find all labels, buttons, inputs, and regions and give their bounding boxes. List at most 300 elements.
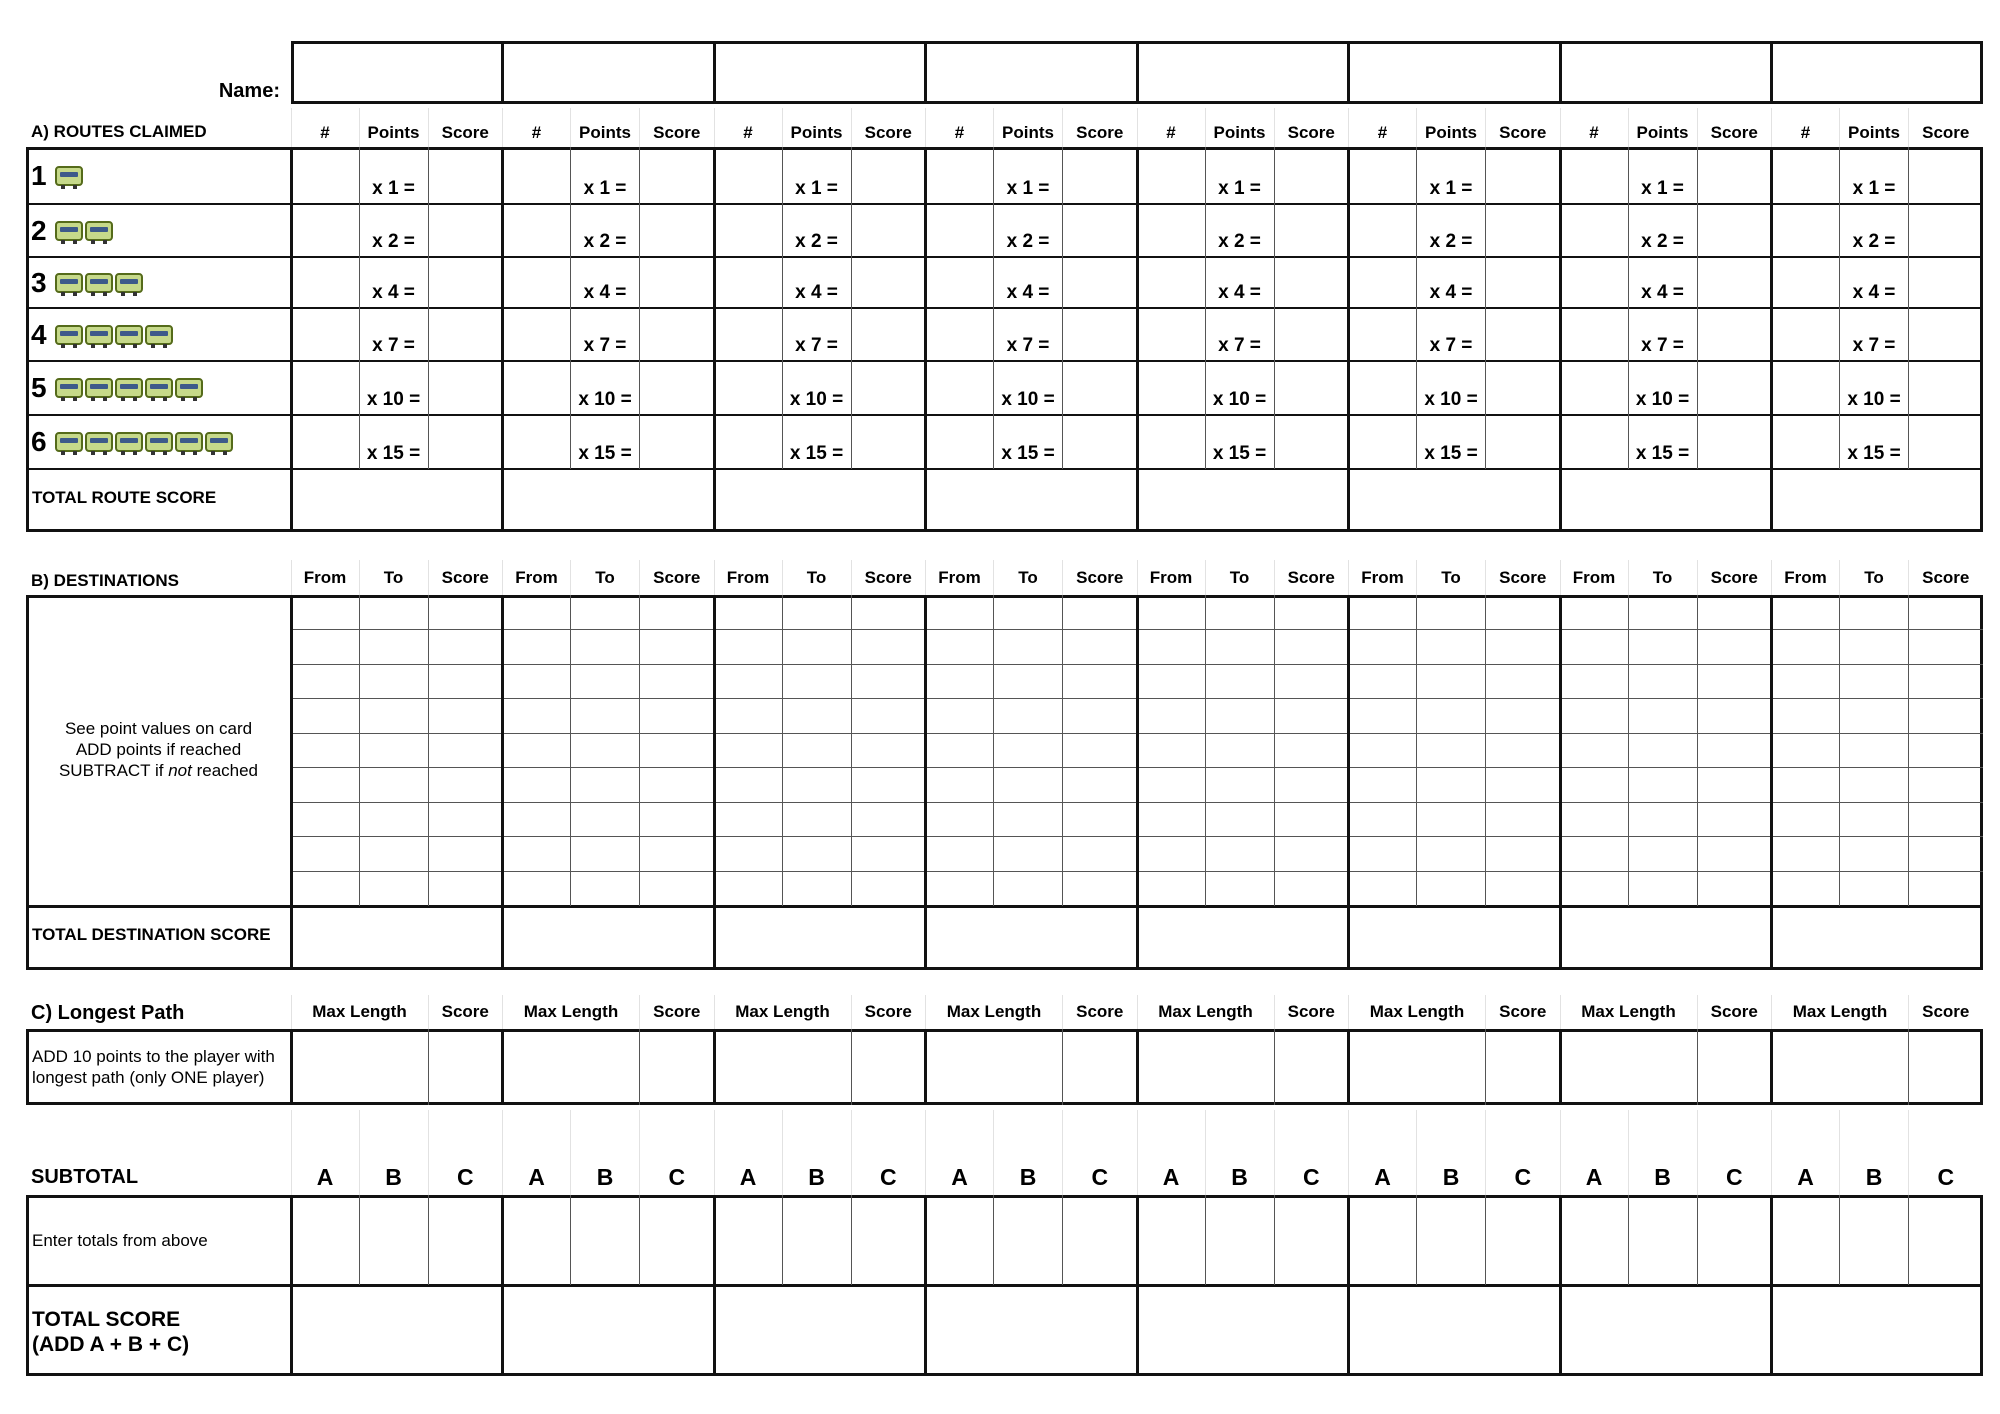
route-count-input[interactable] (1562, 417, 1626, 467)
total-score-input[interactable] (1562, 1287, 1770, 1374)
destination-from-input[interactable] (1774, 597, 1838, 628)
route-score-input[interactable] (1911, 259, 1982, 306)
subtotal-a-input[interactable] (293, 1197, 357, 1283)
destination-score-input[interactable] (1911, 597, 1982, 628)
destination-to-input[interactable] (1207, 804, 1272, 835)
destination-score-input[interactable] (1699, 597, 1770, 628)
subtotal-c-input[interactable] (1065, 1197, 1136, 1283)
route-score-input[interactable] (1276, 206, 1347, 255)
destination-score-input[interactable] (1276, 666, 1347, 697)
destination-score-input[interactable] (1911, 735, 1982, 766)
route-count-input[interactable] (1351, 259, 1415, 306)
destination-from-input[interactable] (1351, 632, 1415, 663)
total-destination-score-input[interactable] (505, 908, 713, 968)
destination-from-input[interactable] (716, 735, 780, 766)
destination-to-input[interactable] (1207, 701, 1272, 732)
destination-to-input[interactable] (573, 873, 638, 904)
subtotal-c-input[interactable] (1911, 1197, 1982, 1283)
total-destination-score-input[interactable] (293, 908, 501, 968)
destination-from-input[interactable] (928, 666, 992, 697)
destination-to-input[interactable] (1842, 770, 1907, 801)
total-score-input[interactable] (505, 1287, 713, 1374)
route-count-input[interactable] (505, 310, 569, 359)
total-destination-score-input[interactable] (1351, 908, 1559, 968)
route-score-input[interactable] (642, 206, 713, 255)
longest-path-score-input[interactable] (430, 1031, 501, 1103)
route-count-input[interactable] (1562, 259, 1626, 306)
max-length-input[interactable] (928, 1031, 1061, 1103)
destination-score-input[interactable] (1276, 804, 1347, 835)
destination-to-input[interactable] (1207, 666, 1272, 697)
route-score-input[interactable] (430, 149, 501, 202)
route-score-input[interactable] (430, 206, 501, 255)
destination-from-input[interactable] (1774, 632, 1838, 663)
destination-score-input[interactable] (430, 597, 501, 628)
destination-to-input[interactable] (573, 804, 638, 835)
player-name-input[interactable] (1139, 43, 1347, 102)
route-score-input[interactable] (1699, 417, 1770, 467)
route-count-input[interactable] (1774, 149, 1838, 202)
route-score-input[interactable] (1911, 149, 1982, 202)
destination-score-input[interactable] (642, 735, 713, 766)
destination-to-input[interactable] (1630, 770, 1695, 801)
route-score-input[interactable] (430, 310, 501, 359)
destination-from-input[interactable] (1351, 770, 1415, 801)
player-name-input[interactable] (1351, 43, 1559, 102)
destination-score-input[interactable] (430, 735, 501, 766)
route-score-input[interactable] (1488, 363, 1559, 413)
destination-score-input[interactable] (1276, 839, 1347, 870)
destination-to-input[interactable] (1630, 873, 1695, 904)
destination-score-input[interactable] (1911, 770, 1982, 801)
route-count-input[interactable] (293, 417, 357, 467)
destination-score-input[interactable] (853, 632, 924, 663)
destination-score-input[interactable] (430, 873, 501, 904)
total-score-input[interactable] (293, 1287, 501, 1374)
destination-score-input[interactable] (1699, 770, 1770, 801)
destination-to-input[interactable] (573, 839, 638, 870)
destination-from-input[interactable] (293, 770, 357, 801)
route-count-input[interactable] (716, 310, 780, 359)
destination-from-input[interactable] (1562, 632, 1626, 663)
destination-score-input[interactable] (1699, 701, 1770, 732)
max-length-input[interactable] (505, 1031, 638, 1103)
player-name-input[interactable] (505, 43, 713, 102)
route-count-input[interactable] (928, 363, 992, 413)
destination-from-input[interactable] (1139, 804, 1203, 835)
destination-from-input[interactable] (505, 701, 569, 732)
total-score-input[interactable] (1774, 1287, 1982, 1374)
destination-score-input[interactable] (1699, 873, 1770, 904)
destination-to-input[interactable] (573, 632, 638, 663)
destination-from-input[interactable] (1351, 804, 1415, 835)
route-score-input[interactable] (1488, 417, 1559, 467)
destination-from-input[interactable] (1139, 873, 1203, 904)
total-destination-score-input[interactable] (1139, 908, 1347, 968)
destination-score-input[interactable] (1911, 804, 1982, 835)
destination-to-input[interactable] (361, 770, 426, 801)
subtotal-b-input[interactable] (784, 1197, 849, 1283)
destination-score-input[interactable] (1488, 597, 1559, 628)
destination-from-input[interactable] (928, 839, 992, 870)
destination-to-input[interactable] (996, 701, 1061, 732)
route-count-input[interactable] (293, 310, 357, 359)
destination-score-input[interactable] (1276, 597, 1347, 628)
max-length-input[interactable] (1139, 1031, 1272, 1103)
route-score-input[interactable] (1699, 206, 1770, 255)
destination-to-input[interactable] (1207, 873, 1272, 904)
route-count-input[interactable] (928, 417, 992, 467)
destination-from-input[interactable] (928, 632, 992, 663)
destination-to-input[interactable] (1419, 735, 1484, 766)
destination-score-input[interactable] (1699, 666, 1770, 697)
route-score-input[interactable] (1276, 363, 1347, 413)
destination-to-input[interactable] (361, 839, 426, 870)
destination-score-input[interactable] (1911, 873, 1982, 904)
destination-score-input[interactable] (1276, 735, 1347, 766)
destination-to-input[interactable] (784, 839, 849, 870)
destination-to-input[interactable] (1207, 839, 1272, 870)
destination-from-input[interactable] (1562, 597, 1626, 628)
route-count-input[interactable] (505, 363, 569, 413)
route-count-input[interactable] (1562, 149, 1626, 202)
destination-to-input[interactable] (784, 597, 849, 628)
route-score-input[interactable] (1065, 363, 1136, 413)
subtotal-a-input[interactable] (505, 1197, 569, 1283)
destination-score-input[interactable] (430, 839, 501, 870)
destination-score-input[interactable] (642, 873, 713, 904)
subtotal-b-input[interactable] (1419, 1197, 1484, 1283)
destination-from-input[interactable] (505, 804, 569, 835)
route-score-input[interactable] (1488, 310, 1559, 359)
total-score-input[interactable] (1351, 1287, 1559, 1374)
route-score-input[interactable] (642, 259, 713, 306)
destination-from-input[interactable] (1351, 735, 1415, 766)
route-score-input[interactable] (853, 363, 924, 413)
destination-from-input[interactable] (716, 804, 780, 835)
destination-from-input[interactable] (928, 770, 992, 801)
destination-score-input[interactable] (1065, 770, 1136, 801)
route-count-input[interactable] (1351, 206, 1415, 255)
route-score-input[interactable] (1488, 206, 1559, 255)
destination-to-input[interactable] (361, 735, 426, 766)
route-count-input[interactable] (1139, 259, 1203, 306)
destination-score-input[interactable] (1276, 632, 1347, 663)
destination-to-input[interactable] (1630, 632, 1695, 663)
destination-from-input[interactable] (1562, 804, 1626, 835)
destination-score-input[interactable] (1065, 632, 1136, 663)
route-score-input[interactable] (1065, 310, 1136, 359)
destination-score-input[interactable] (1911, 701, 1982, 732)
destination-to-input[interactable] (573, 770, 638, 801)
total-score-input[interactable] (928, 1287, 1136, 1374)
route-count-input[interactable] (1562, 363, 1626, 413)
destination-to-input[interactable] (573, 735, 638, 766)
route-score-input[interactable] (1065, 417, 1136, 467)
destination-from-input[interactable] (505, 666, 569, 697)
destination-to-input[interactable] (784, 770, 849, 801)
route-count-input[interactable] (505, 259, 569, 306)
destination-to-input[interactable] (784, 873, 849, 904)
route-count-input[interactable] (928, 259, 992, 306)
subtotal-c-input[interactable] (430, 1197, 501, 1283)
destination-to-input[interactable] (1419, 804, 1484, 835)
destination-to-input[interactable] (996, 839, 1061, 870)
route-count-input[interactable] (505, 417, 569, 467)
route-score-input[interactable] (853, 310, 924, 359)
destination-score-input[interactable] (430, 804, 501, 835)
subtotal-c-input[interactable] (1276, 1197, 1347, 1283)
destination-score-input[interactable] (1488, 632, 1559, 663)
destination-to-input[interactable] (1842, 666, 1907, 697)
route-score-input[interactable] (642, 310, 713, 359)
destination-from-input[interactable] (1774, 873, 1838, 904)
total-score-input[interactable] (1139, 1287, 1347, 1374)
destination-score-input[interactable] (1911, 666, 1982, 697)
route-score-input[interactable] (1911, 310, 1982, 359)
route-count-input[interactable] (505, 149, 569, 202)
destination-score-input[interactable] (1488, 701, 1559, 732)
destination-score-input[interactable] (642, 770, 713, 801)
destination-to-input[interactable] (361, 597, 426, 628)
total-route-score-input[interactable] (1562, 471, 1770, 530)
destination-to-input[interactable] (1842, 873, 1907, 904)
destination-to-input[interactable] (996, 735, 1061, 766)
destination-to-input[interactable] (1207, 735, 1272, 766)
subtotal-c-input[interactable] (853, 1197, 924, 1283)
subtotal-b-input[interactable] (573, 1197, 638, 1283)
destination-from-input[interactable] (1139, 735, 1203, 766)
route-score-input[interactable] (642, 149, 713, 202)
route-count-input[interactable] (716, 149, 780, 202)
destination-from-input[interactable] (1774, 804, 1838, 835)
destination-from-input[interactable] (716, 666, 780, 697)
destination-from-input[interactable] (1351, 666, 1415, 697)
route-score-input[interactable] (1276, 417, 1347, 467)
destination-to-input[interactable] (1419, 632, 1484, 663)
route-score-input[interactable] (1699, 310, 1770, 359)
destination-score-input[interactable] (1699, 735, 1770, 766)
destination-from-input[interactable] (1351, 839, 1415, 870)
destination-from-input[interactable] (1562, 701, 1626, 732)
destination-score-input[interactable] (1276, 873, 1347, 904)
destination-from-input[interactable] (1562, 735, 1626, 766)
destination-score-input[interactable] (1488, 804, 1559, 835)
route-count-input[interactable] (293, 363, 357, 413)
destination-to-input[interactable] (1630, 804, 1695, 835)
route-count-input[interactable] (293, 259, 357, 306)
route-score-input[interactable] (1911, 363, 1982, 413)
route-count-input[interactable] (1774, 206, 1838, 255)
destination-score-input[interactable] (853, 873, 924, 904)
destination-to-input[interactable] (1842, 804, 1907, 835)
route-count-input[interactable] (1774, 363, 1838, 413)
destination-score-input[interactable] (853, 770, 924, 801)
route-score-input[interactable] (430, 259, 501, 306)
destination-to-input[interactable] (996, 804, 1061, 835)
total-route-score-input[interactable] (928, 471, 1136, 530)
destination-from-input[interactable] (1562, 873, 1626, 904)
destination-score-input[interactable] (430, 666, 501, 697)
destination-to-input[interactable] (784, 804, 849, 835)
route-score-input[interactable] (1065, 259, 1136, 306)
destination-from-input[interactable] (293, 666, 357, 697)
destination-score-input[interactable] (1065, 666, 1136, 697)
destination-to-input[interactable] (1207, 632, 1272, 663)
destination-from-input[interactable] (1774, 666, 1838, 697)
destination-score-input[interactable] (1911, 632, 1982, 663)
route-score-input[interactable] (642, 417, 713, 467)
route-score-input[interactable] (853, 206, 924, 255)
destination-score-input[interactable] (1699, 839, 1770, 870)
player-name-input[interactable] (1562, 43, 1770, 102)
subtotal-b-input[interactable] (361, 1197, 426, 1283)
subtotal-a-input[interactable] (716, 1197, 780, 1283)
destination-from-input[interactable] (1774, 770, 1838, 801)
route-score-input[interactable] (853, 149, 924, 202)
destination-score-input[interactable] (1276, 701, 1347, 732)
destination-score-input[interactable] (853, 804, 924, 835)
destination-from-input[interactable] (1562, 839, 1626, 870)
route-score-input[interactable] (1065, 206, 1136, 255)
destination-from-input[interactable] (1139, 701, 1203, 732)
subtotal-b-input[interactable] (1207, 1197, 1272, 1283)
destination-to-input[interactable] (1842, 735, 1907, 766)
destination-from-input[interactable] (716, 873, 780, 904)
route-count-input[interactable] (716, 206, 780, 255)
route-count-input[interactable] (1774, 259, 1838, 306)
route-count-input[interactable] (1351, 363, 1415, 413)
destination-from-input[interactable] (293, 873, 357, 904)
destination-score-input[interactable] (853, 735, 924, 766)
destination-from-input[interactable] (505, 873, 569, 904)
total-destination-score-input[interactable] (1562, 908, 1770, 968)
destination-from-input[interactable] (1774, 839, 1838, 870)
route-score-input[interactable] (853, 417, 924, 467)
route-count-input[interactable] (716, 363, 780, 413)
route-score-input[interactable] (1911, 206, 1982, 255)
destination-to-input[interactable] (996, 666, 1061, 697)
destination-to-input[interactable] (573, 597, 638, 628)
route-score-input[interactable] (430, 417, 501, 467)
destination-score-input[interactable] (1065, 735, 1136, 766)
destination-score-input[interactable] (1911, 839, 1982, 870)
player-name-input[interactable] (1774, 43, 1982, 102)
destination-to-input[interactable] (1419, 770, 1484, 801)
route-score-input[interactable] (1699, 259, 1770, 306)
destination-to-input[interactable] (1207, 770, 1272, 801)
destination-to-input[interactable] (361, 873, 426, 904)
destination-from-input[interactable] (293, 632, 357, 663)
destination-score-input[interactable] (642, 804, 713, 835)
destination-score-input[interactable] (430, 701, 501, 732)
destination-from-input[interactable] (1351, 597, 1415, 628)
destination-to-input[interactable] (1419, 597, 1484, 628)
destination-to-input[interactable] (996, 632, 1061, 663)
destination-score-input[interactable] (1276, 770, 1347, 801)
route-score-input[interactable] (1065, 149, 1136, 202)
route-count-input[interactable] (1139, 363, 1203, 413)
destination-score-input[interactable] (1065, 804, 1136, 835)
route-count-input[interactable] (1139, 310, 1203, 359)
player-name-input[interactable] (716, 43, 924, 102)
destination-from-input[interactable] (293, 701, 357, 732)
destination-from-input[interactable] (1351, 873, 1415, 904)
destination-from-input[interactable] (716, 701, 780, 732)
destination-score-input[interactable] (1699, 632, 1770, 663)
destination-to-input[interactable] (1630, 839, 1695, 870)
subtotal-b-input[interactable] (996, 1197, 1061, 1283)
destination-score-input[interactable] (1065, 701, 1136, 732)
route-score-input[interactable] (1699, 149, 1770, 202)
destination-from-input[interactable] (1351, 701, 1415, 732)
total-route-score-input[interactable] (1774, 471, 1982, 530)
longest-path-score-input[interactable] (642, 1031, 713, 1103)
destination-to-input[interactable] (1842, 701, 1907, 732)
destination-to-input[interactable] (784, 666, 849, 697)
destination-from-input[interactable] (928, 735, 992, 766)
destination-to-input[interactable] (1630, 597, 1695, 628)
subtotal-b-input[interactable] (1630, 1197, 1695, 1283)
max-length-input[interactable] (293, 1031, 426, 1103)
destination-from-input[interactable] (1562, 770, 1626, 801)
subtotal-a-input[interactable] (1774, 1197, 1838, 1283)
destination-from-input[interactable] (293, 597, 357, 628)
longest-path-score-input[interactable] (853, 1031, 924, 1103)
destination-from-input[interactable] (505, 839, 569, 870)
destination-to-input[interactable] (996, 770, 1061, 801)
route-count-input[interactable] (716, 259, 780, 306)
destination-from-input[interactable] (293, 839, 357, 870)
destination-from-input[interactable] (928, 597, 992, 628)
destination-score-input[interactable] (642, 666, 713, 697)
route-score-input[interactable] (853, 259, 924, 306)
destination-from-input[interactable] (716, 839, 780, 870)
route-score-input[interactable] (1488, 149, 1559, 202)
destination-from-input[interactable] (1139, 666, 1203, 697)
route-score-input[interactable] (1699, 363, 1770, 413)
route-score-input[interactable] (1276, 310, 1347, 359)
destination-to-input[interactable] (1630, 735, 1695, 766)
destination-score-input[interactable] (642, 701, 713, 732)
total-score-input[interactable] (716, 1287, 924, 1374)
destination-to-input[interactable] (361, 701, 426, 732)
destination-score-input[interactable] (1488, 735, 1559, 766)
destination-score-input[interactable] (1065, 873, 1136, 904)
subtotal-c-input[interactable] (1488, 1197, 1559, 1283)
player-name-input[interactable] (293, 43, 501, 102)
destination-from-input[interactable] (928, 873, 992, 904)
route-count-input[interactable] (505, 206, 569, 255)
total-route-score-input[interactable] (1351, 471, 1559, 530)
destination-to-input[interactable] (1630, 666, 1695, 697)
subtotal-a-input[interactable] (1351, 1197, 1415, 1283)
destination-from-input[interactable] (716, 632, 780, 663)
longest-path-score-input[interactable] (1065, 1031, 1136, 1103)
destination-score-input[interactable] (1699, 804, 1770, 835)
destination-to-input[interactable] (1842, 839, 1907, 870)
destination-from-input[interactable] (1139, 632, 1203, 663)
route-count-input[interactable] (1351, 417, 1415, 467)
route-score-input[interactable] (1276, 149, 1347, 202)
route-count-input[interactable] (1562, 206, 1626, 255)
total-destination-score-input[interactable] (928, 908, 1136, 968)
route-count-input[interactable] (1774, 310, 1838, 359)
destination-to-input[interactable] (784, 632, 849, 663)
longest-path-score-input[interactable] (1488, 1031, 1559, 1103)
destination-to-input[interactable] (1419, 839, 1484, 870)
destination-to-input[interactable] (1419, 666, 1484, 697)
